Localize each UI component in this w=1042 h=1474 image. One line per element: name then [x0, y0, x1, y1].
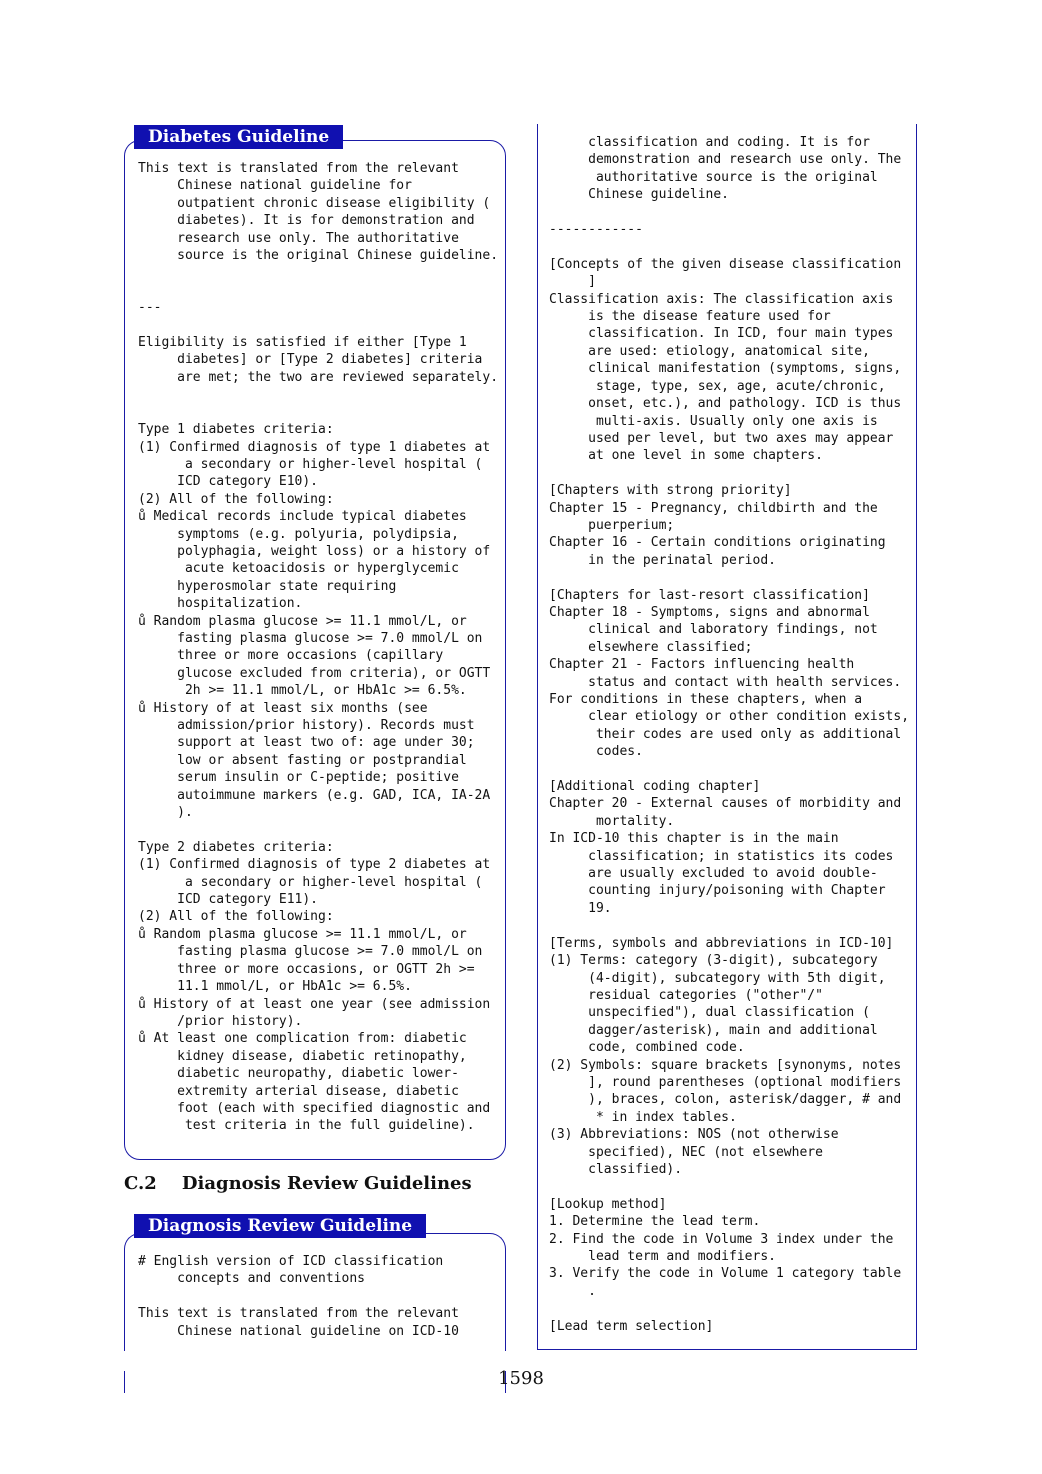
- diagnosis-review-text-continued: classification and coding. It is for demonstration and research use only. The authoritative source is the original Chinese guideline. ------------ [Concepts of the given disease classification ] Classification axis: The classification axis is the disease feature used for classification. In ICD, four main types are used: etiology, anatomical site, clinical manifestation (symptoms, signs, stage, type, sex, age, acute/chronic, onset, etc.), and pathology. ICD is thus multi-axis. Usually only one axis is used per level, but two axes may appear at one level in some chapters. [Chapters with strong priority] Chapter 15 - Pregnancy, childbirth and the puerperium; Chapter 16 - Certain conditions originating in the perinatal period. [Chapters for last-resort classification] Chapter 18 - Symptoms, signs and abnormal clinical and laboratory findings, not elsewhere classified; Chapter 21 - Factors influencing health status and contact with health services. For conditions in these chapters, when a clear etiology or other condition exists, their codes are used only as additional codes. [Additional coding chapter] Chapter 20 - External causes of morbidity and mortality. In ICD-10 this chapter is in the main classification; in statistics its codes are usually excluded to avoid double- counting injury/poisoning with Chapter 19. [Terms, symbols and abbreviations in ICD-10] (1) Terms: category (3-digit), subcategory (4-digit), subcategory with 5th digit, residual categories ("other"/" unspecified"), dual classification ( dagger/asterisk), main and additional code, combined code. (2) Symbols: square brackets [synonyms, notes ], round parentheses (optional modifiers ), braces, colon, asterisk/dagger, # and * in index tables. (3) Abbreviations: NOS (not otherwise specified), NEC (not elsewhere classified). [Lookup method] 1. Determine the lead term. 2. Find the code in Volume 3 index under the lead term and modifiers. 3. Verify the code in Volume 1 category table . [Lead term selection]: [549, 135, 910, 1334]
- page-number: 1598: [498, 1368, 544, 1389]
- diagnosis-review-text-start: # English version of ICD classification concepts and conventions This text is translated from the relevant Chinese national guideline on ICD-10: [138, 1254, 459, 1339]
- diabetes-guideline-text: This text is translated from the relevant Chinese national guideline for outpatient chronic disease eligibility ( diabetes). It is for demonstration and research use only. The authoritative source is the original Chinese guideline. --- Eligibility is satisfied if either [Type 1 diabetes] or [Type 2 diabetes] criteria are met; the two are reviewed separately. Type 1 diabetes criteria: (1) Confirmed diagnosis of type 1 diabetes at a secondary or higher-level hospital ( ICD category E10). (2) All of the following: ů Medical records include typical diabetes symptoms (e.g. polyuria, polydipsia, polyphagia, weight loss) or a history of acute ketoacidosis or hyperglycemic hyperosmolar state requiring hospitalization. ů Random plasma glucose >= 11.1 mmol/L, or fasting plasma glucose >= 7.0 mmol/L on three or more occasions (capillary glucose excluded from criteria), or OGTT 2h >= 11.1 mmol/L, or HbA1c >= 6.5%. ů History of at least six months (see admission/prior history). Records must support at least two of: age under 30; low or absent fasting or postprandial serum insulin or C-peptide; positive autoimmune markers (e.g. GAD, ICA, IA-2A ). Type 2 diabetes criteria: (1) Confirmed diagnosis of type 2 diabetes at a secondary or higher-level hospital ( ICD category E11). (2) All of the following: ů Random plasma glucose >= 11.1 mmol/L, or fasting plasma glucose >= 7.0 mmol/L on three or more occasions, or OGTT 2h >= 11.1 mmol/L, or HbA1c >= 6.5%. ů History of at least one year (see admission /prior history). ů At least one complication from: diabetic kidney disease, diabetic retinopathy, diabetic neuropathy, diabetic lower- extremity arterial disease, diabetic foot (each with specified diagnostic and test criteria in the full guideline).: [138, 161, 499, 1134]
- diagnosis-review-title: Diagnosis Review Guideline: [134, 1214, 426, 1238]
- diabetes-guideline-title: Diabetes Guideline: [134, 125, 343, 149]
- section-heading: C.2 Diagnosis Review Guidelines: [124, 1173, 472, 1194]
